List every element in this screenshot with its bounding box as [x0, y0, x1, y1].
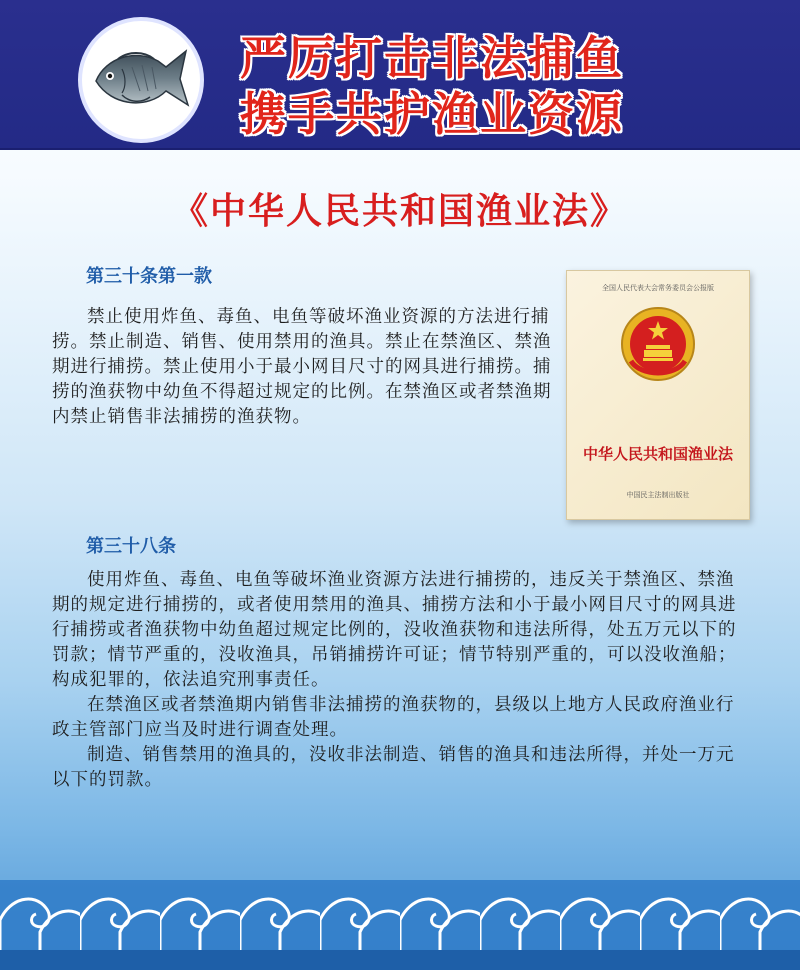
section-1-text — [52, 305, 552, 430]
law-book-cover — [566, 270, 750, 520]
book-publisher-top: 全国人民代表大会常务委员会公报版 — [602, 284, 714, 292]
fish-icon — [82, 21, 200, 139]
section-2-paragraph-1: 使用炸鱼、毒鱼、电鱼等破坏渔业资源方法进行捕捞的，违反关于禁渔区、禁渔期的规定进行捕捞的，或者使用禁用的渔具、捕捞方法和小于最小网目尺寸的网具进行捕捞或者渔获物中幼鱼超过规定比例的，没收渔获物和违法所得，处五万元以下的罚款；情节严重的，没收渔具，吊销捕捞许可证；情节特别严重的，可以没收渔船；构成犯罪的，依法追究刑事责任。 — [52, 570, 737, 690]
header-divider — [0, 148, 800, 150]
section-2-text — [52, 568, 752, 793]
section-1-heading: 第三十条第一款 — [86, 266, 212, 287]
page-title: 《中华人民共和国渔业法》 — [171, 191, 628, 232]
header-banner — [0, 0, 800, 148]
book-publisher-bottom: 中国民主法制出版社 — [626, 491, 690, 499]
slogan-line-1: 严厉打击非法捕鱼 — [240, 31, 624, 85]
logo-badge — [78, 17, 204, 143]
section-2-heading: 第三十八条 — [86, 536, 176, 557]
wave-border — [0, 880, 800, 970]
book-title: 中华人民共和国渔业法 — [582, 445, 733, 463]
section-1-paragraph: 禁止使用炸鱼、毒鱼、电鱼等破坏渔业资源的方法进行捕捞。禁止制造、销售、使用禁用的渔具。禁止在禁渔区、禁渔期进行捕捞。禁止使用小于最小网目尺寸的网具进行捕捞。捕捞的渔获物中幼鱼不得超过规定的比例。在禁渔区或者禁渔期内禁止销售非法捕捞的渔获物。 — [52, 307, 552, 427]
national-emblem-icon — [619, 305, 697, 383]
slogan-line-2: 携手共护渔业资源 — [240, 87, 624, 141]
section-2-paragraph-3: 制造、销售禁用的渔具的，没收非法制造、销售的渔具和违法所得，并处一万元以下的罚款。 — [52, 745, 735, 790]
section-2-paragraph-2: 在禁渔区或者禁渔期内销售非法捕捞的渔获物的，县级以上地方人民政府渔业行政主管部门应当及时进行调查处理。 — [52, 695, 735, 740]
